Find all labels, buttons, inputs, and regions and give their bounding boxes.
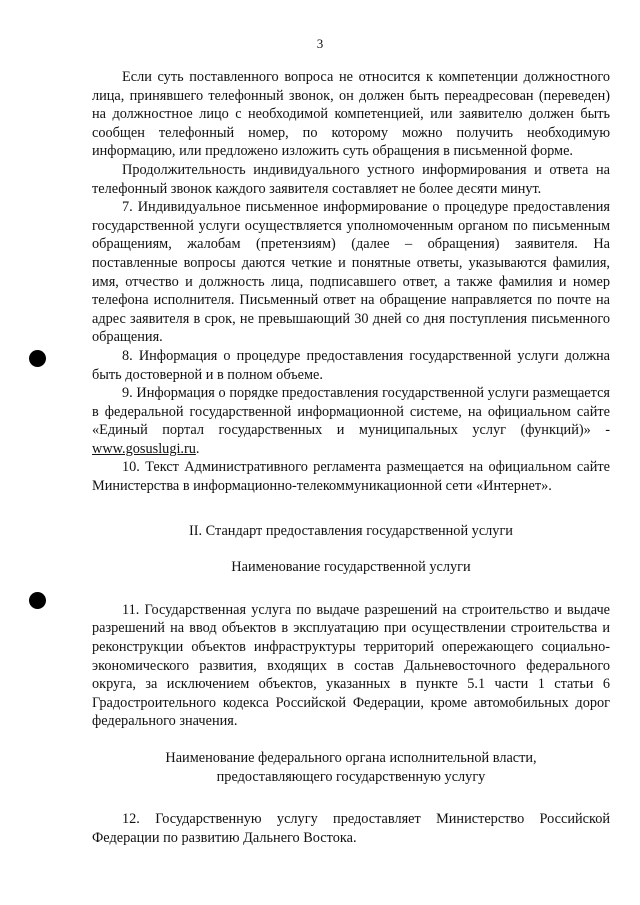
page-number: 3 (316, 36, 324, 51)
document-body (92, 68, 610, 847)
paragraph-duration: Продолжительность индивидуального устного информирования и ответа на телефонный звонок каждого заявителя составляет не более десяти минут. (92, 161, 610, 197)
paragraph-10: 10. Текст Административного регламента размещается на официальном сайте Министерства в информационно-телекоммуникационной сети «Интернет». (92, 459, 610, 495)
paragraph-9-text: 9. Информация о порядке предоставления государственной услуги размещается в федеральной государственной информационной системе, на официальном сайте «Единый портал государственных и муниципальных услуг (функций)» - (92, 385, 610, 439)
subheading-service-name: Наименование государственной услуги (231, 559, 471, 576)
subheading-org-name-line2: предоставляющего государственную услугу (216, 768, 486, 785)
punch-hole-mark (29, 592, 46, 609)
paragraph-11: 11. Государственная услуга по выдаче разрешений на строительство и выдаче разрешений на ввод объектов в эксплуатацию при осуществлении строительства и реконструкции объектов инфраструктуры территорий опережающего социально-экономического развития, входящих в состав Дальневосточного федерального округа, за исключением объектов, указанных в пункте 5.1 части 1 статьи 6 Градостроительного кодекса Российской Федерации, кроме автомобильных дорог федерального значения. (92, 601, 610, 730)
paragraph-9 (92, 384, 610, 458)
paragraph-9-end: . (195, 440, 200, 457)
punch-hole-mark (29, 350, 46, 367)
gosuslugi-link[interactable]: www.gosuslugi.ru (92, 440, 196, 457)
paragraph-7: 7. Индивидуальное письменное информирование о процедуре предоставления государственной услуги осуществляется уполномоченным органом по письменным обращениям, жалобам (претензиям) (далее – обращения) заявителя. На поставленные вопросы даются четкие и понятные ответы, указываются фамилия, имя, отчество и должность лица, подписавшего ответ, а также фамилия и номер телефона исполнителя. Письменный ответ на обращение направляется по почте на адрес заявителя в срок, не превышающий 30 дней со дня поступления письменного обращения. (92, 199, 610, 346)
paragraph-12: 12. Государственную услугу предоставляет Министерство Российской Федерации по развитию Дальнего Востока. (92, 811, 610, 846)
paragraph-8: 8. Информация о процедуре предоставления государственной услуги должна быть достоверной и в полном объеме. (92, 347, 610, 383)
paragraph-redirect-call: Если суть поставленного вопроса не относится к компетенции должностного лица, принявшего телефонный звонок, он должен быть переадресован (переведен) на должностное лицо с необходимой компетенцией, или заявителю должен быть сообщен телефонный номер, по которому можно получить необходимую информацию, или предложено изложить суть обращения в письменной форме. (92, 69, 610, 160)
subheading-org-name (92, 749, 610, 786)
section-heading-standard: II. Стандарт предоставления государственной услуги (189, 522, 513, 539)
subheading-org-name-line1: Наименование федерального органа исполнительной власти, (165, 750, 537, 766)
